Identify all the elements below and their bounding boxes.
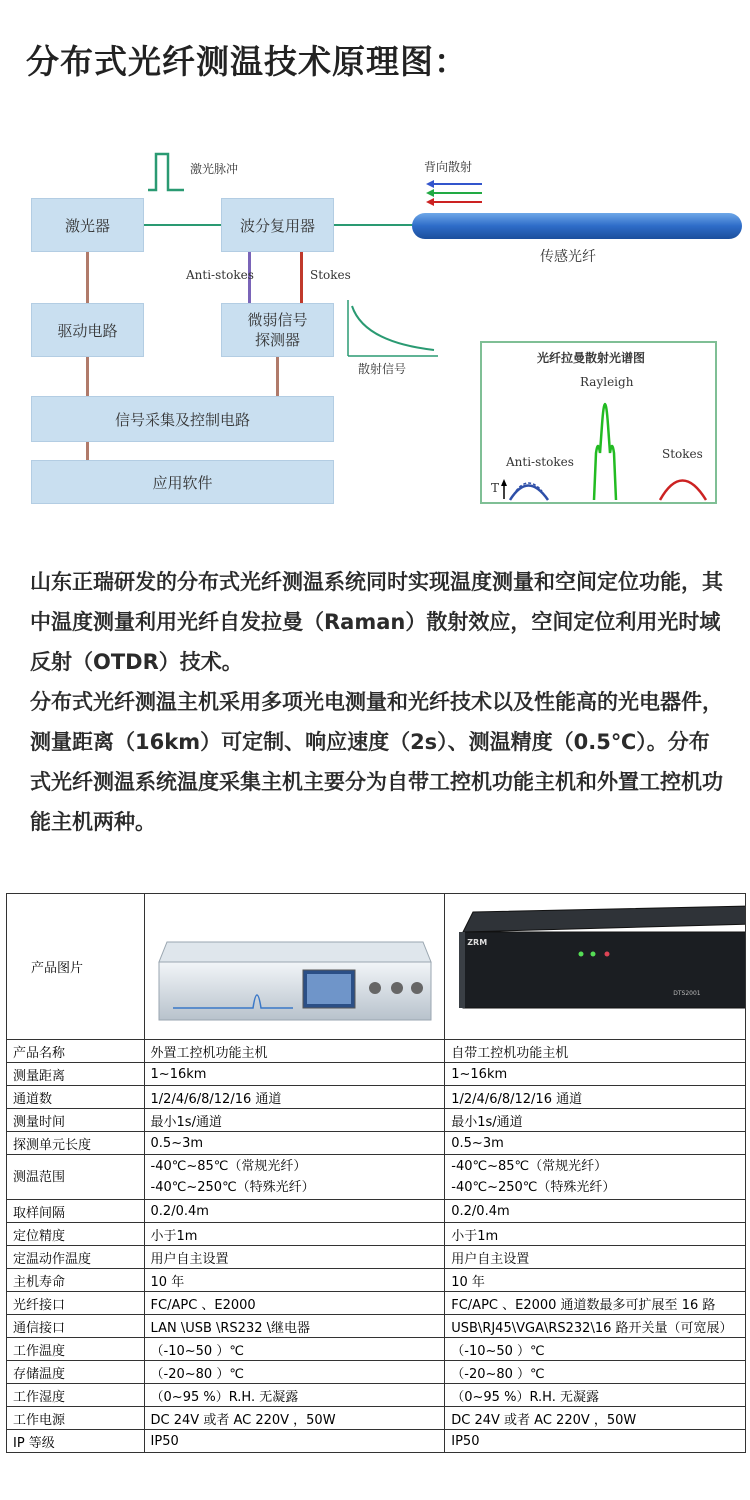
spectrum-title: 光纤拉曼散射光谱图 bbox=[537, 351, 646, 365]
table-row bbox=[7, 1315, 746, 1338]
spec-label-cell: 通道数 bbox=[7, 1086, 145, 1109]
table-row bbox=[7, 1338, 746, 1361]
spec-external-ipc-cell: 最小1s/通道 bbox=[144, 1109, 445, 1132]
spec-built-in-ipc-cell: FC/APC 、E2000 通道数最多可扩展至 16 路 bbox=[445, 1292, 746, 1315]
spec-label-cell: 取样间隔 bbox=[7, 1200, 145, 1223]
acq-control-block: 信号采集及控制电路 bbox=[31, 396, 334, 442]
t-axis-label: T bbox=[491, 481, 500, 495]
spectrum-curves-icon bbox=[482, 343, 715, 502]
drive-acq-connector bbox=[86, 357, 89, 396]
spec-label-cell: 测温范围 bbox=[7, 1155, 145, 1200]
spec-label-cell: 光纤接口 bbox=[7, 1292, 145, 1315]
spec-external-ipc-cell: （-10~50 ）℃ bbox=[144, 1338, 445, 1361]
laser-block: 激光器 bbox=[31, 198, 144, 252]
intro-paragraph-1: 山东正瑞研发的分布式光纤测温系统同时实现温度测量和空间定位功能，其中温度测量利用光纤自发拉曼（Raman）散射效应，空间定位利用光时域反射（OTDR）技术。 bbox=[30, 570, 723, 674]
acq-app-connector bbox=[86, 442, 89, 460]
spec-external-ipc-cell: 10 年 bbox=[144, 1269, 445, 1292]
spec-external-ipc-cell: 1/2/4/6/8/12/16 通道 bbox=[144, 1086, 445, 1109]
table-row bbox=[7, 1155, 746, 1200]
table-row bbox=[7, 1384, 746, 1407]
wdm-fiber-connector bbox=[334, 224, 416, 226]
spec-built-in-ipc-cell: （-20~80 ）℃ bbox=[445, 1361, 746, 1384]
spec-built-in-ipc-cell: 1/2/4/6/8/12/16 通道 bbox=[445, 1086, 746, 1109]
built-in-ipc-host-image bbox=[453, 904, 745, 1012]
drive-circuit-block: 驱动电路 bbox=[31, 303, 144, 357]
spec-built-in-ipc-cell: IP50 bbox=[445, 1430, 746, 1453]
spec-external-ipc-cell: 1~16km bbox=[144, 1063, 445, 1086]
table-row bbox=[7, 1200, 746, 1223]
anti-stokes-label: Anti-stokes bbox=[186, 268, 254, 282]
table-row-images bbox=[7, 894, 746, 1040]
sensing-fiber-label: 传感光纤 bbox=[540, 249, 596, 265]
spec-external-ipc-cell: 0.2/0.4m bbox=[144, 1200, 445, 1223]
spectrum-anti-stokes-label: Anti-stokes bbox=[506, 455, 574, 469]
spec-label-cell: 定位精度 bbox=[7, 1223, 145, 1246]
spec-external-ipc-cell: 小于1m bbox=[144, 1223, 445, 1246]
spec-built-in-ipc-cell: 0.2/0.4m bbox=[445, 1200, 746, 1223]
spec-built-in-ipc-cell: 0.5~3m bbox=[445, 1132, 746, 1155]
spec-label-cell: 存储温度 bbox=[7, 1361, 145, 1384]
raman-spectrum-box bbox=[480, 341, 717, 504]
spec-external-ipc-cell: DC 24V 或者 AC 220V ，50W bbox=[144, 1407, 445, 1430]
spec-built-in-ipc-cell: -40℃~85℃（常规光纤） -40℃~250℃（特殊光纤） bbox=[445, 1155, 746, 1200]
laser-wdm-connector bbox=[144, 224, 221, 226]
table-row bbox=[7, 1269, 746, 1292]
spec-label-cell: 测量距离 bbox=[7, 1063, 145, 1086]
product-image-label: 产品图片 bbox=[7, 894, 145, 1040]
wdm-block: 波分复用器 bbox=[221, 198, 334, 252]
built-in-model: DTS2001 bbox=[673, 990, 701, 997]
app-software-block: 应用软件 bbox=[31, 460, 334, 504]
spec-built-in-ipc-cell: USB\RJ45\VGA\RS232\16 路开关量（可宽展） bbox=[445, 1315, 746, 1338]
laser-pulse-icon bbox=[146, 150, 186, 194]
spec-external-ipc-cell: （-20~80 ）℃ bbox=[144, 1361, 445, 1384]
product-image-built-in-ipc bbox=[445, 894, 746, 1040]
spec-built-in-ipc-cell: 用户自主设置 bbox=[445, 1246, 746, 1269]
table-row bbox=[7, 1132, 746, 1155]
sensing-fiber-icon bbox=[410, 210, 746, 242]
spec-built-in-ipc-cell: （-10~50 ）℃ bbox=[445, 1338, 746, 1361]
stokes-label: Stokes bbox=[310, 268, 351, 282]
spec-external-ipc-cell: 外置工控机功能主机 bbox=[144, 1040, 445, 1063]
spec-label-cell: 工作湿度 bbox=[7, 1384, 145, 1407]
backscatter-label: 背向散射 bbox=[424, 160, 473, 174]
spec-label-cell: 主机寿命 bbox=[7, 1269, 145, 1292]
spec-built-in-ipc-cell: 自带工控机功能主机 bbox=[445, 1040, 746, 1063]
table-row bbox=[7, 1361, 746, 1384]
external-ipc-host-image bbox=[153, 912, 437, 1024]
backscatter-arrows-icon bbox=[424, 178, 484, 208]
spec-built-in-ipc-cell: 最小1s/通道 bbox=[445, 1109, 746, 1132]
spec-built-in-ipc-cell: DC 24V 或者 AC 220V ，50W bbox=[445, 1407, 746, 1430]
spec-label-cell: IP 等级 bbox=[7, 1430, 145, 1453]
table-row bbox=[7, 1063, 746, 1086]
spec-external-ipc-cell: 0.5~3m bbox=[144, 1132, 445, 1155]
laser-pulse-label: 激光脉冲 bbox=[190, 162, 239, 176]
scatter-signal-label: 散射信号 bbox=[358, 362, 407, 376]
spec-external-ipc-cell: （0~95 %）R.H. 无凝露 bbox=[144, 1384, 445, 1407]
table-row bbox=[7, 1223, 746, 1246]
spec-label-cell: 工作温度 bbox=[7, 1338, 145, 1361]
detector-acq-connector bbox=[276, 357, 279, 396]
laser-drive-connector bbox=[86, 252, 89, 303]
spec-built-in-ipc-cell: 1~16km bbox=[445, 1063, 746, 1086]
intro-text bbox=[30, 562, 730, 842]
table-row bbox=[7, 1292, 746, 1315]
spec-label-cell: 探测单元长度 bbox=[7, 1132, 145, 1155]
table-row bbox=[7, 1109, 746, 1132]
product-image-external-ipc bbox=[144, 894, 445, 1040]
spec-table bbox=[6, 893, 746, 1453]
page-title: 分布式光纤测温技术原理图： bbox=[26, 42, 468, 81]
spec-label-cell: 测量时间 bbox=[7, 1109, 145, 1132]
table-row bbox=[7, 1407, 746, 1430]
spec-label-cell: 通信接口 bbox=[7, 1315, 145, 1338]
built-in-brand: ZRM bbox=[467, 938, 488, 947]
spectrum-stokes-label: Stokes bbox=[662, 447, 703, 461]
detector-block: 微弱信号 探测器 bbox=[221, 303, 334, 357]
table-row bbox=[7, 1040, 746, 1063]
spec-built-in-ipc-cell: 小于1m bbox=[445, 1223, 746, 1246]
spec-external-ipc-cell: LAN \USB \RS232 \继电器 bbox=[144, 1315, 445, 1338]
spec-label-cell: 工作电源 bbox=[7, 1407, 145, 1430]
spec-label-cell: 产品名称 bbox=[7, 1040, 145, 1063]
spec-built-in-ipc-cell: （0~95 %）R.H. 无凝露 bbox=[445, 1384, 746, 1407]
spec-label-cell: 定温动作温度 bbox=[7, 1246, 145, 1269]
table-row bbox=[7, 1430, 746, 1453]
spec-external-ipc-cell: FC/APC 、E2000 bbox=[144, 1292, 445, 1315]
table-row bbox=[7, 1086, 746, 1109]
spec-external-ipc-cell: 用户自主设置 bbox=[144, 1246, 445, 1269]
spec-external-ipc-cell: IP50 bbox=[144, 1430, 445, 1453]
rayleigh-label: Rayleigh bbox=[580, 375, 634, 389]
table-row bbox=[7, 1246, 746, 1269]
scatter-signal-curve-icon bbox=[342, 298, 442, 362]
spec-external-ipc-cell: -40℃~85℃（常规光纤） -40℃~250℃（特殊光纤） bbox=[144, 1155, 445, 1200]
intro-paragraph-2: 分布式光纤测温主机采用多项光电测量和光纤技术以及性能高的光电器件，测量距离（16km）可定制、响应速度（2s）、测温精度（0.5℃）。分布式光纤测温系统温度采集主机主要分为自带工控机功能主机和外置工控机功能主机两种。 bbox=[30, 690, 723, 834]
stokes-line bbox=[300, 252, 303, 304]
spec-built-in-ipc-cell: 10 年 bbox=[445, 1269, 746, 1292]
